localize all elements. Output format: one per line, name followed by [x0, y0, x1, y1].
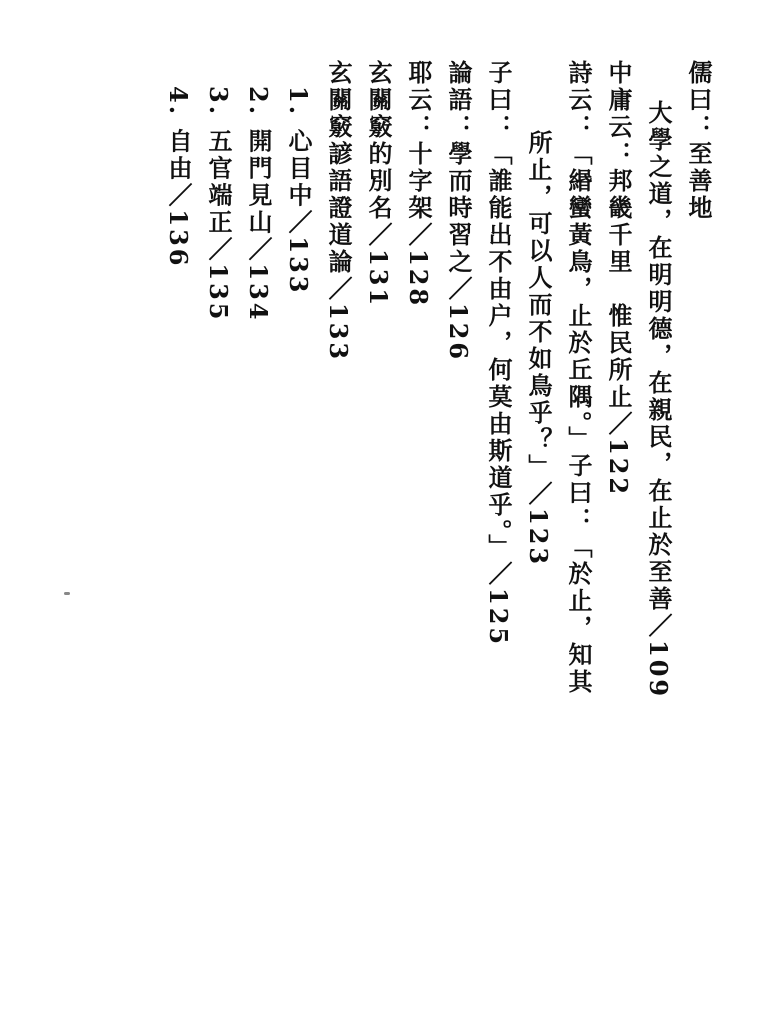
toc-entry-shiyun: 詩云：「緡蠻黃鳥，止於丘隅。」子曰：「於止，知其 [564, 60, 593, 696]
toc-subentry-4: 4. 自由／136 [164, 86, 193, 269]
toc-entry-lunyu: 論語：學而時習之／126 [444, 60, 473, 363]
toc-entry-yeyun: 耶云：十字架／128 [404, 60, 433, 309]
toc-subentry-2: 2. 開門見山／134 [244, 86, 273, 323]
toc-subentry-3: 3. 五官端正／135 [204, 86, 233, 323]
toc-entry-shiyun-continued: 所止，可以人而不如鳥乎？」／123 [524, 130, 553, 568]
toc-heading: 儒曰：至善地 [684, 60, 713, 222]
toc-entry-daxue: 大學之道，在明明德，在親民，在止於至善／109 [644, 100, 673, 700]
table-of-contents [158, 60, 718, 990]
toc-subentry-1: 1. 心目中／133 [284, 86, 313, 296]
toc-entry-xuanguanqiao-lun: 玄關竅諺語證道論／133 [324, 60, 353, 363]
toc-entry-zhongyong: 中庸云：邦畿千里 惟民所止／122 [604, 60, 633, 498]
ink-speck [64, 592, 70, 595]
toc-entry-ziyue: 子曰：「誰能出不由户，何莫由斯道乎。」／125 [484, 60, 513, 648]
toc-entry-xuanguanqiao-alias: 玄關竅的別名／131 [364, 60, 393, 309]
